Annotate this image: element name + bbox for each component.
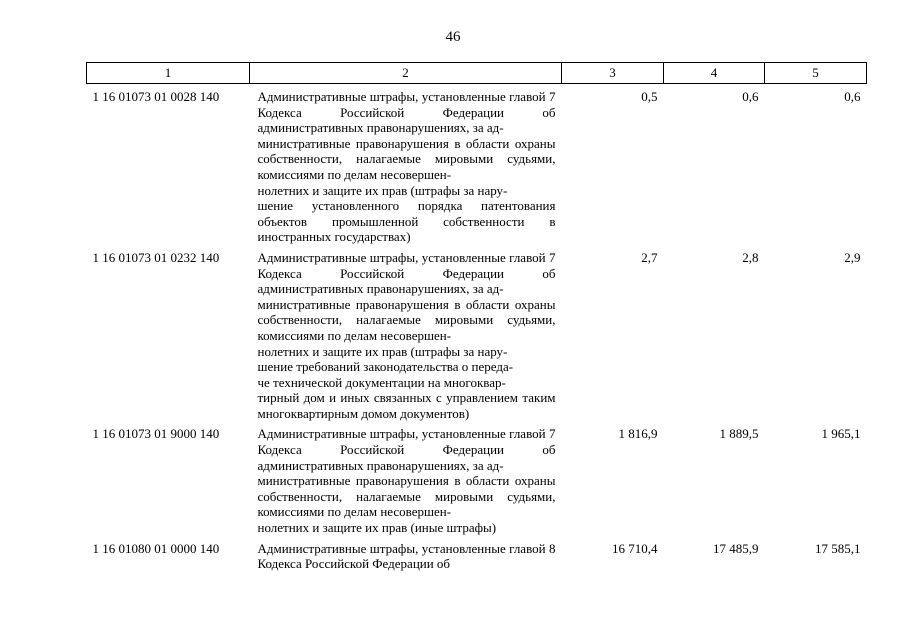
row-value-col5: 1 965,1 (821, 426, 861, 442)
table-header-row (87, 63, 867, 84)
row-value-col3: 16 710,4 (612, 540, 658, 556)
row-description: Административные штрафы, установленные главой 8 Кодекса Российской Федерации об (257, 540, 556, 572)
row-code: 1 16 01080 01 0000 140 (92, 540, 220, 556)
table-row (87, 250, 867, 427)
row-value-col3: 1 816,9 (618, 426, 658, 442)
row-value-col5: 0,6 (844, 89, 861, 104)
row-value-col5: 2,9 (844, 249, 861, 265)
row-code: 1 16 01073 01 9000 140 (92, 426, 220, 442)
row-description: Административные штрафы, установленные главой 7 Кодекса Российской Федерации об административных правонарушениях, за ад- министративные правонарушения в области охраны собственности, налагаемые мировыми судьями, комиссиями по делам несовершен- нолетних и защите их прав (иные штрафы) (257, 426, 556, 536)
page-number: 46 (445, 29, 461, 45)
column-header-1: 1 (87, 63, 250, 84)
row-code: 1 16 01073 01 0232 140 (92, 249, 220, 265)
column-header-4: 4 (664, 63, 765, 84)
table-row (87, 541, 867, 577)
row-value-col3: 0,5 (641, 89, 658, 104)
row-description: Административные штрафы, установленные главой 7 Кодекса Российской Федерации об административных правонарушениях, за ад- министративные правонарушения в области охраны собственности, налагаемые мировыми судьями, комиссиями по делам несовершен- нолетних и защите их прав (штрафы за нару- шение требований законодательства о переда- че технической документации на многоквар- тирный дом и иных связанных с управлением таким многоквартирным домом документов) (257, 249, 556, 421)
budget-table (86, 62, 867, 577)
table-row (87, 84, 867, 250)
row-code: 1 16 01073 01 0028 140 (92, 89, 220, 104)
row-value-col4: 17 485,9 (713, 540, 759, 556)
row-value-col4: 0,6 (742, 89, 759, 104)
row-value-col4: 1 889,5 (719, 426, 759, 442)
column-header-2: 2 (250, 63, 562, 84)
row-value-col4: 2,8 (742, 249, 759, 265)
row-description: Административные штрафы, установленные главой 7 Кодекса Российской Федерации об административных правонарушениях, за ад- министративные правонарушения в области охраны собственности, налагаемые мировыми судьями, комиссиями по делам несовершен- нолетних и защите их прав (штрафы за нару- шение установленного порядка патентования объектов промышленной собственности в иностранных государствах) (257, 89, 556, 245)
column-header-3: 3 (562, 63, 664, 84)
row-value-col3: 2,7 (641, 249, 658, 265)
table-row (87, 426, 867, 540)
column-header-5: 5 (765, 63, 867, 84)
row-value-col5: 17 585,1 (815, 540, 861, 556)
